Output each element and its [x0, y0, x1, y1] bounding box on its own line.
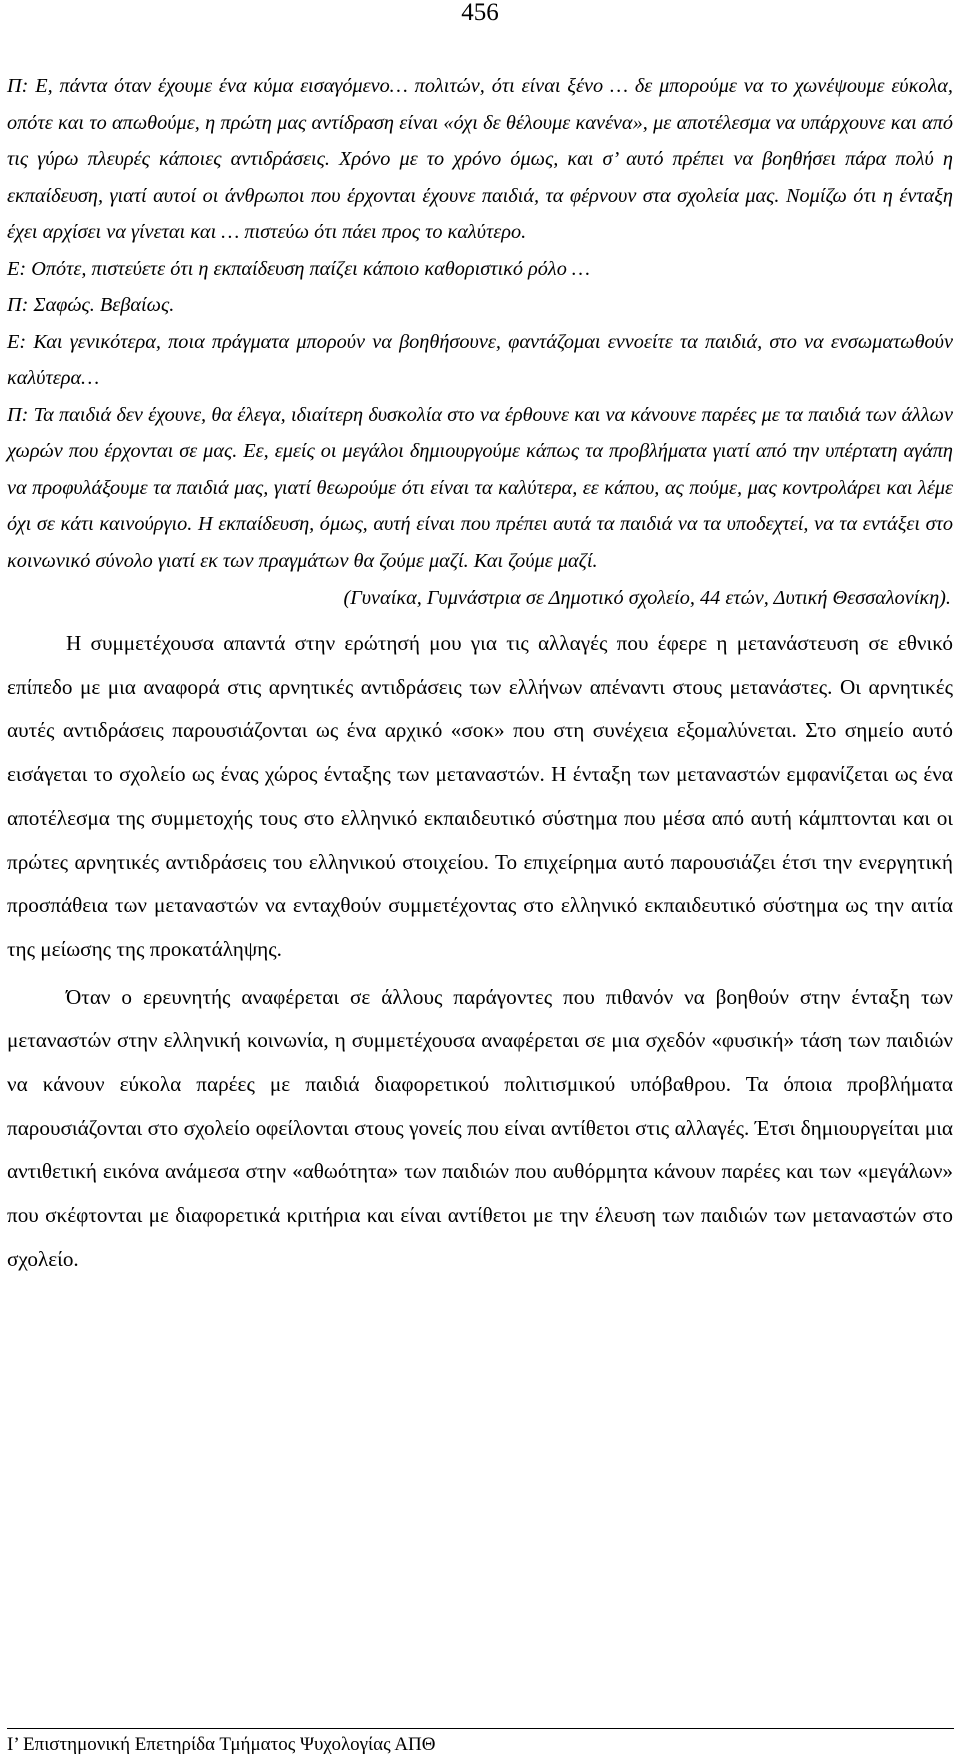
body-paragraph: Η συμμετέχουσα απαντά στην ερώτησή μου για τις αλλαγές που έφερε η μετανάστευση σε εθνικό επίπεδο με μια αναφορά στις αρνητικές αντιδράσεις των ελλήνων απέναντι στους μετανάστες. Οι αρνητικές αυτές αντιδράσεις παρουσιάζονται ως ένα αρχικό «σοκ» που στη συνέχεια εξομαλύνεται. Στο σημείο αυτό εισάγεται το σχολείο ως ένας χώρος ένταξης των μεταναστών. Η ένταξη των μεταναστών εμφανίζεται ως ένα αποτέλεσμα της συμμετοχής τους στο ελληνικό εκπαιδευτικό σύστημα που μέσα από αυτή κάμπτονται και οι πρώτες αρνητικές αντιδράσεις του ελληνικού στοιχείου. Το επιχείρημα αυτό παρουσιάζει έτσι την ενεργητική προσπάθεια των μεταναστών να ενταχθούν συμμετέχοντας στο ελληνικό εκπαιδευτικό σύστημα ως την αιτία της μείωσης της προκατάληψης.	[7, 631, 953, 961]
footer-divider	[7, 1728, 954, 1729]
interview-citation: (Γυναίκα, Γυμνάστρια σε Δημοτικό σχολείο, 44 ετών, Δυτική Θεσσαλονίκη).	[343, 587, 951, 609]
interview-turn: Ε: Οπότε, πιστεύετε ότι η εκπαίδευση παίζει κάποιο καθοριστικό ρόλο …	[7, 257, 590, 280]
interview-turn: Π: Τα παιδιά δεν έχουνε, θα έλεγα, ιδιαίτερη δυσκολία στο να έρθουνε και να κάνουνε παρέες με τα παιδιά των άλλων χωρών που έρχονται σε μας. Εε, εμείς οι μεγάλοι δημιουργούμε κάπως τα προβλήματα γιατί από την υπέρτατη αγάπη να προφυλάξουμε τα παιδιά μας, γιατί θεωρούμε ότι είναι τα καλύτερα, εε κάπου, ας πούμε, μας κοντρολάρει και λέμε όχι σε κάτι καινούργιο. Η εκπαίδευση, όμως, αυτή είναι που πρέπει αυτά τα παιδιά να τα υποδεχτεί, να τα εντάξει στο κοινωνικό σύνολο γιατί εκ των πραγμάτων θα ζούμε μαζί. Και ζούμε μαζί.	[7, 403, 953, 572]
page-body	[7, 68, 953, 1282]
interview-turn: Π: Σαφώς. Βεβαίως.	[7, 294, 175, 316]
interview-turn: Ε: Και γενικότερα, ποια πράγματα μπορούν να βοηθήσουνε, φαντάζομαι εννοείτε τα παιδιά, στο να ενσωματωθούν καλύτερα…	[7, 330, 953, 389]
body-paragraph: Όταν ο ερευνητής αναφέρεται σε άλλους παράγοντες που πιθανόν να βοηθούν στην ένταξη των μεταναστών στην ελληνική κοινωνία, η συμμετέχουσα αναφέρεται σε μια σχεδόν «φυσική» τάση των παιδιών να κάνουν εύκολα παρέες με παιδιά διαφορετικού πολιτισμικού υπόβαθρου. Τα όποια προβλήματα παρουσιάζονται στο σχολείο οφείλονται στους γονείς που είναι αντίθετοι στις αλλαγές. Έτσι δημιουργείται μια αντιθετική εικόνα ανάμεσα στην «αθωότητα» των παιδιών που αυθόρμητα κάνουν παρέες και των «μεγάλων» που σκέφτονται με διαφορετικά κριτήρια και είναι αντίθετοι με την έλευση των παιδιών των μεταναστών στο σχολείο.	[7, 984, 953, 1271]
page-footer: Ι’ Επιστημονική Επετηρίδα Τμήματος Ψυχολογίας ΑΠΘ	[7, 1734, 436, 1755]
page-number: 456	[461, 0, 499, 26]
interview-turn: Π: Ε, πάντα όταν έχουμε ένα κύμα εισαγόμενο… πολιτών, ότι είναι ξένο … δε μπορούμε να το χωνέψουμε εύκολα, οπότε και το απωθούμε, η πρώτη μας αντίδραση είναι «όχι δε θέλουμε κανένα», με αποτέλεσμα να υπάρχουνε και από τις γύρω πλευρές κάποιες αντιδράσεις. Χρόνο με το χρόνο όμως, και σ’ αυτό πρέπει να βοηθήσει πάρα πολύ η εκπαίδευση, γιατί αυτοί οι άνθρωποι που έρχονται έχουνε παιδιά, τα φέρνουν στα σχολεία μας. Νομίζω ότι η ένταξη έχει αρχίσει να γίνεται και … πιστεύω ότι πάει προς το καλύτερο.	[7, 75, 953, 243]
